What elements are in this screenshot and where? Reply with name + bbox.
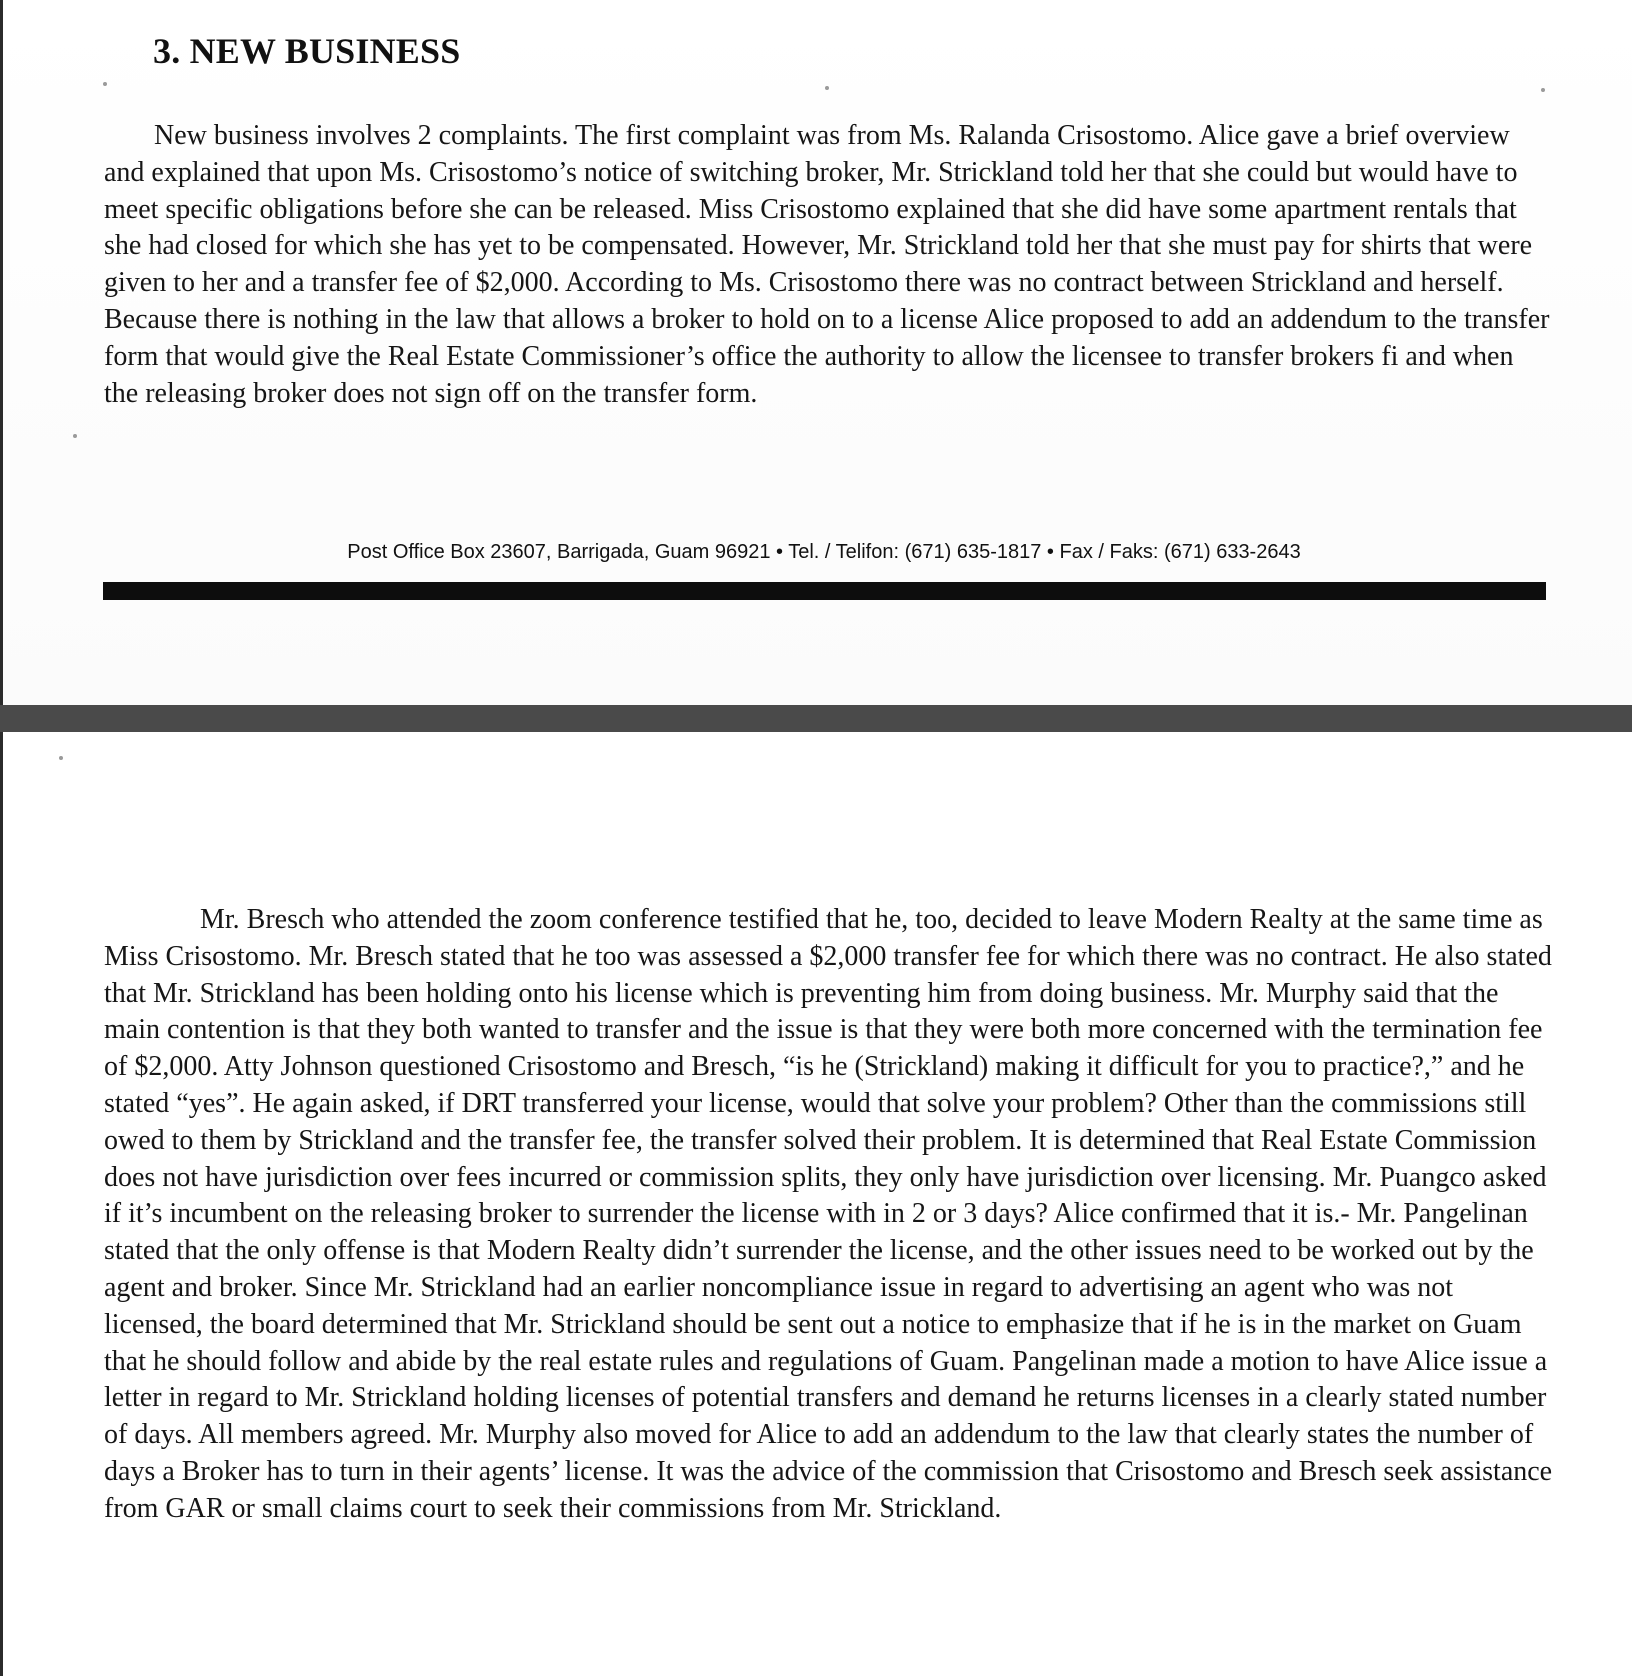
document-page-bottom bbox=[0, 732, 1632, 1676]
page-separator bbox=[0, 705, 1632, 732]
scan-speck bbox=[59, 756, 63, 760]
footer-address: Post Office Box 23607, Barrigada, Guam 96921 • Tel. / Telifon: (671) 635-1817 • Fax / Faks: (671) 633-2643 bbox=[347, 541, 1301, 563]
scan-speck bbox=[1541, 88, 1545, 92]
scan-speck bbox=[825, 86, 829, 90]
new-business-paragraph: New business involves 2 complaints. The first complaint was from Ms. Ralanda Crisostomo. Alice gave a brief overview and explained that upon Ms. Crisostomo’s notice of switching broker, Mr. Strickland told her that she could but would have to meet specific obligations before she can be released. Miss Crisostomo explained that she did have some apartment rentals that she had closed for which she has yet to be compensated. However, Mr. Strickland told her that she must pay for shirts that were given to her and a transfer fee of $2,000. According to Ms. Crisostomo there was no contract between Strickland and herself. Because there is nothing in the law that allows a broker to hold on to a license Alice proposed to add an addendum to the transfer form that would give the Real Estate Commissioner’s office the authority to allow the licensee to transfer brokers fi and when the releasing broker does not sign off on the transfer form. bbox=[104, 120, 1550, 409]
bresch-testimony-paragraph: Mr. Bresch who attended the zoom conference testified that he, too, decided to leave Modern Realty at the same time as Miss Crisostomo. Mr. Bresch stated that he too was assessed a $2,000 transfer fee for which there was no contract. He also stated that Mr. Strickland has been holding onto his license which is preventing him from doing business. Mr. Murphy said that the main contention is that they both wanted to transfer and the issue is that they were both more concerned with the termination fee of $2,000. Atty Johnson questioned Crisostomo and Bresch, “is he (Strickland) making it difficult for you to practice?,” and he stated “yes”. He again asked, if DRT transferred your license, would that solve your problem? Other than the commissions still owed to them by Strickland and the transfer fee, the transfer solved their problem. It is determined that Real Estate Commission does not have jurisdiction over fees incurred or commission splits, they only have jurisdiction over licensing. Mr. Puangco asked if it’s incumbent on the releasing broker to surrender the license with in 2 or 3 days? Alice confirmed that it is.- Mr. Pangelinan stated that the only offense is that Modern Realty didn’t surrender the license, and the other issues need to be worked out by the agent and broker. Since Mr. Strickland had an earlier noncompliance issue in regard to advertising an agent who was not licensed, the board determined that Mr. Strickland should be sent out a notice to emphasize that if he is in the market on Guam that he should follow and abide by the real estate rules and regulations of Guam. Pangelinan made a motion to have Alice issue a letter in regard to Mr. Strickland holding licenses of potential transfers and demand he returns licenses in a clearly stated number of days. All members agreed. Mr. Murphy also moved for Alice to add an addendum to the law that clearly states the number of days a Broker has to turn in their agents’ license. It was the advice of the commission that Crisostomo and Bresch seek assistance from GAR or small claims court to seek their commissions from Mr. Strickland. bbox=[104, 904, 1553, 1524]
document-page-top bbox=[0, 0, 1632, 705]
scan-speck bbox=[73, 434, 77, 438]
footer-rule bbox=[103, 582, 1546, 600]
section-heading: 3. NEW BUSINESS bbox=[153, 31, 461, 71]
scan-speck bbox=[103, 82, 107, 86]
